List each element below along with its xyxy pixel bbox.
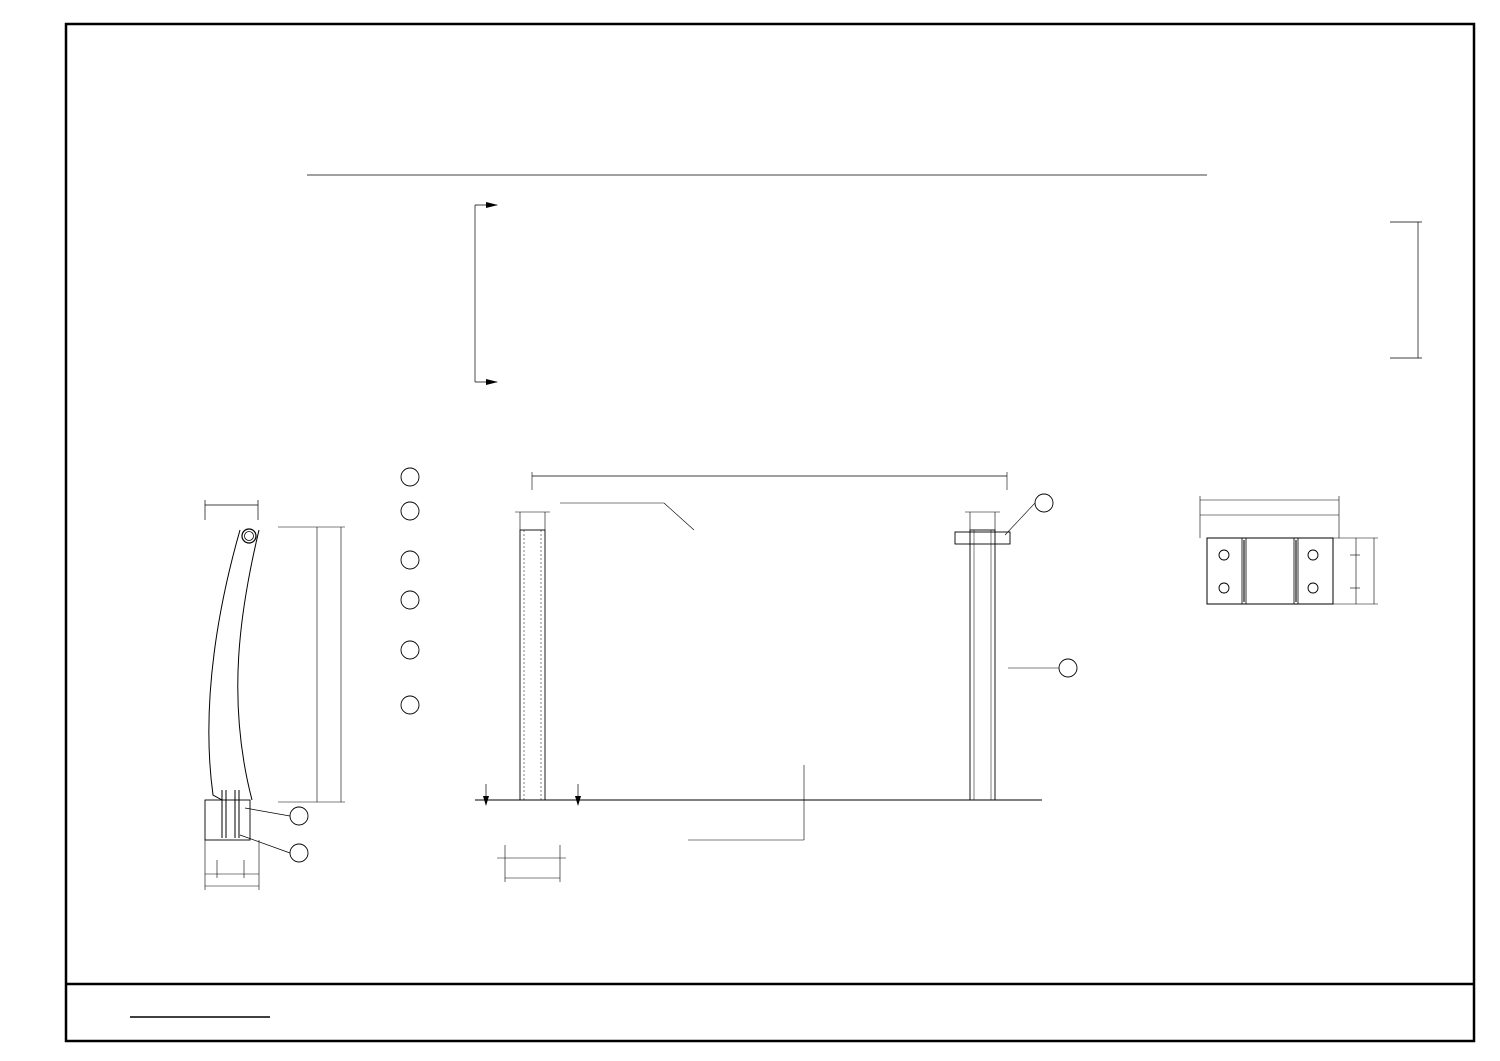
front-view xyxy=(307,175,1422,385)
front-detail xyxy=(401,468,1077,882)
section-cc xyxy=(1200,496,1378,604)
section-aa xyxy=(205,500,345,890)
sheet-border xyxy=(66,24,1474,1041)
